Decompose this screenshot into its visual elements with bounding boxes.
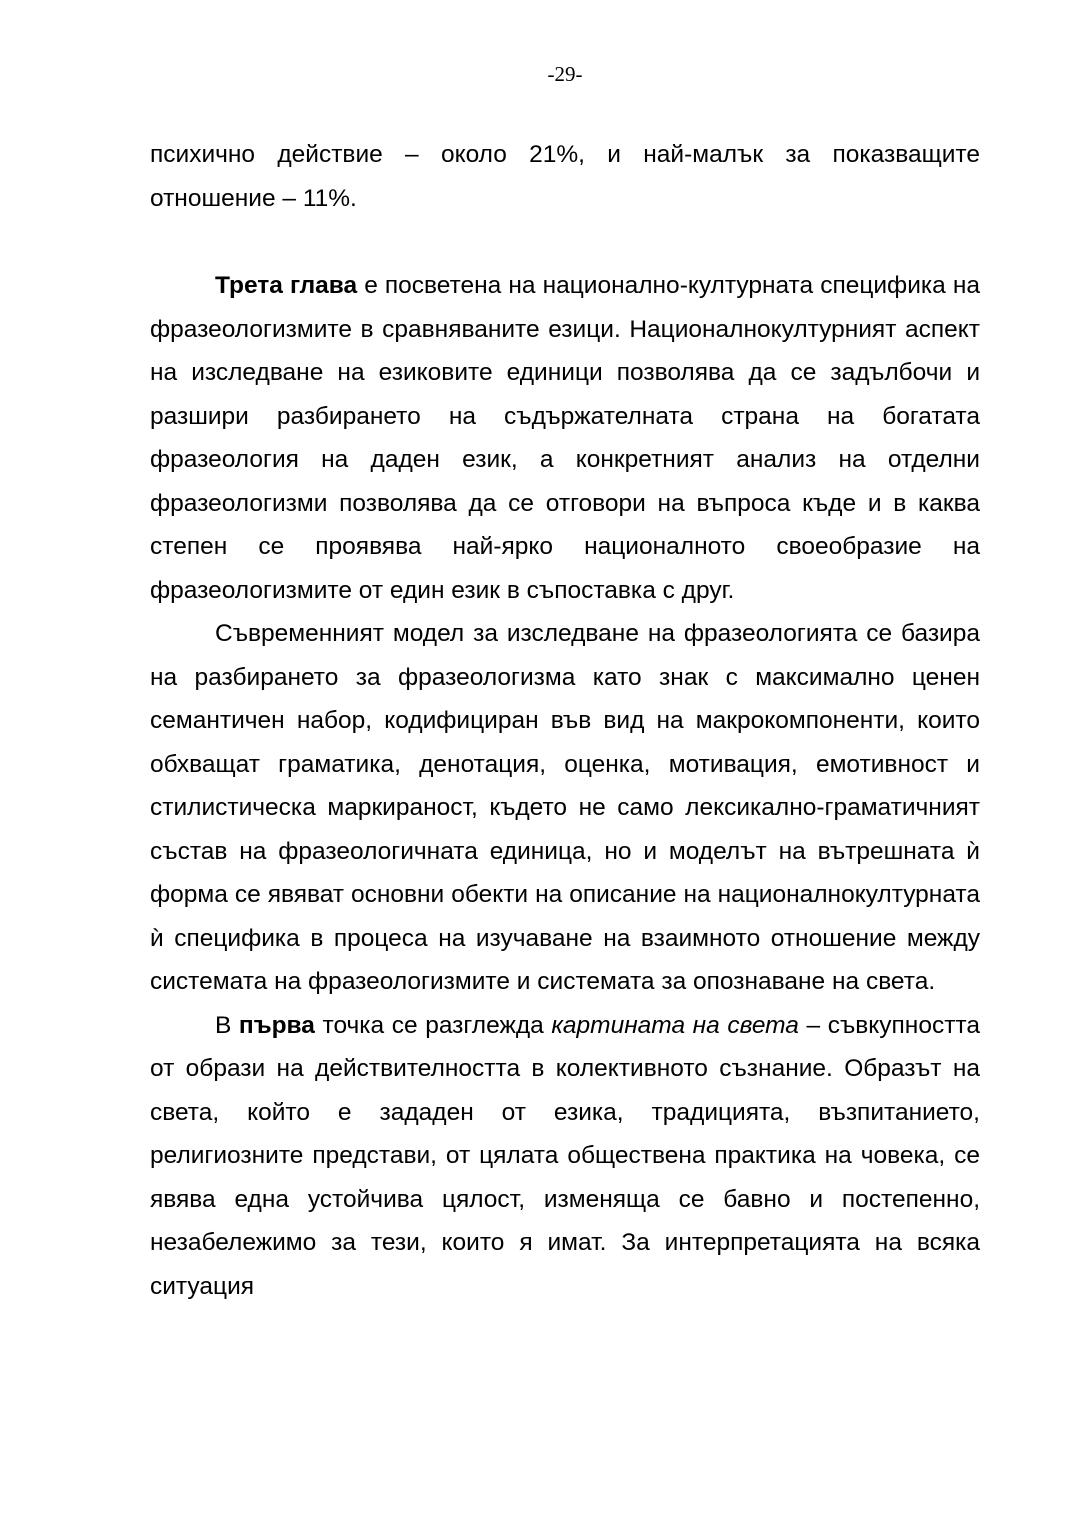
- paragraph-1: психично действие – около 21%, и най-малък за показващите отношение – 11%.: [150, 141, 980, 212]
- first-point-term: първа: [238, 1011, 315, 1039]
- paragraph-4-text: – съвкупността от образи на действителността в колективното съзнание. Образът на света, който е зададен от езика, традицията, възпитанието, религиозните представи, от цялата обществена практика на човека, се явява една устойчива цялост, изменяща се бавно и постепенно, незабележимо за тези, които я имат. За интерпретацията на всяка ситуация: [150, 1011, 980, 1300]
- paragraph-4-middle: точка се разглежда: [314, 1011, 552, 1039]
- paragraph-2: [150, 264, 980, 612]
- paragraph-4: [150, 1004, 980, 1309]
- paragraph-4-lead: В: [215, 1011, 239, 1039]
- paragraph-3: Съвременният модел за изследване на фразеологията се базира на разбирането за фразеологизма като знак с максимално ценен семантичен набор, кодифициран във вид на макрокомпоненти, които обхващат граматика, денотация, оценка, мотивация, емотивност и стилистическа маркираност, където не само лексикално-граматичният състав на фразеологичната единица, но и моделът на вътрешната ѝ форма се явяват основни обекти на описание на националнокултурната ѝ специфика в процеса на изучаване на взаимното отношение между системата на фразеологизмите и системата за опознаване на света.: [150, 620, 980, 995]
- page-number: -29-: [547, 62, 583, 86]
- chapter-three-heading: Трета глава: [215, 272, 358, 299]
- world-picture-term: картината на света: [551, 1011, 799, 1039]
- paragraph-2-text: е посветена на национално-културната специфика на фразеологизмите в сравняваните езици. Националнокултурният аспект на изследване на езиковите единици позволява да се задълбочи и разшири разбирането на съдържателната страна на богатата фразеология на даден език, а конкретният анализ на отделни фразеологизми позволява да се отговори на въпроса къде и в каква степен се проявява най-ярко националното своеобразие на фразеологизмите от един език в съпоставка с друг.: [150, 272, 980, 604]
- document-body: [150, 133, 980, 1308]
